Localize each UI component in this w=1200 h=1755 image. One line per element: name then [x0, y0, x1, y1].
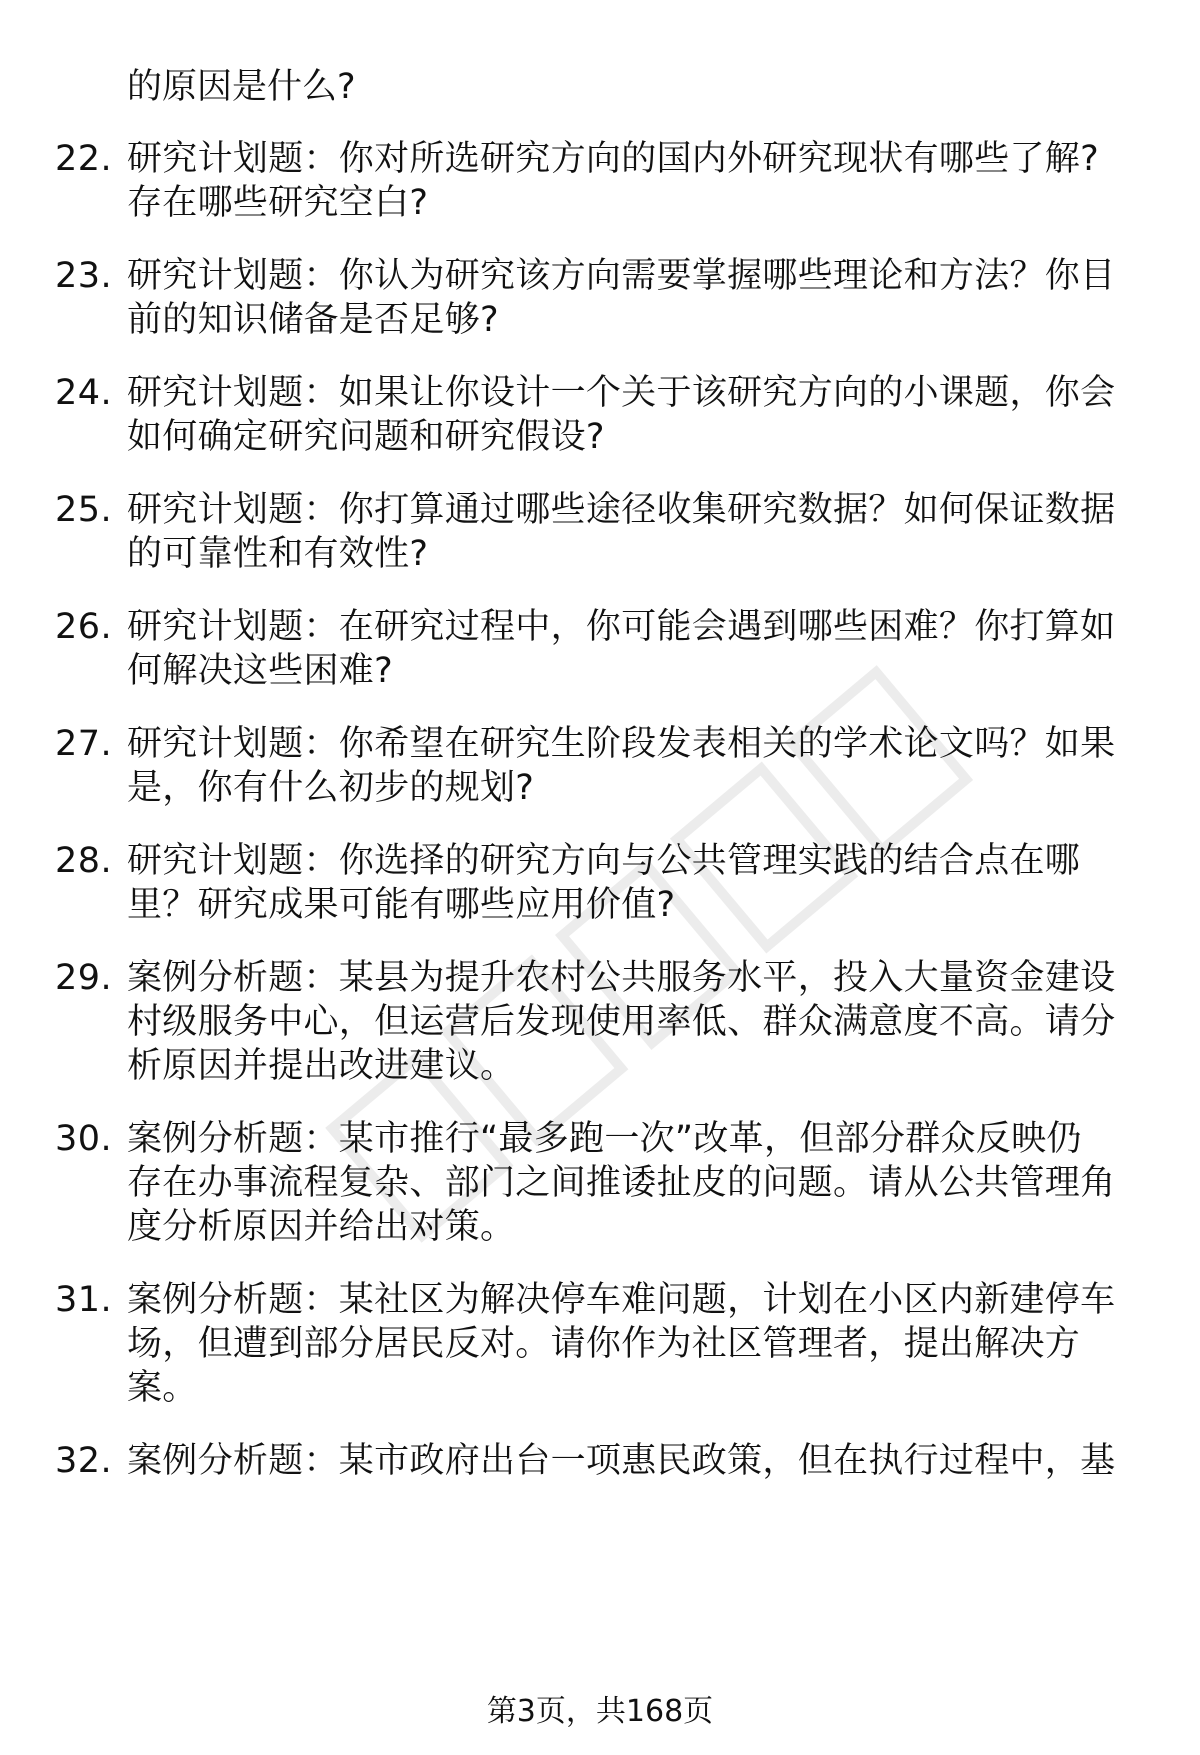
- question-item: [0, 1117, 1200, 1249]
- continuation-text: 的原因是什么?: [127, 67, 356, 107]
- question-number: 22.: [55, 139, 113, 179]
- question-text-line: 前的知识储备是否足够?: [127, 300, 499, 340]
- question-item: [0, 956, 1200, 1088]
- question-number: 27.: [55, 724, 113, 764]
- question-text-line: 如何确定研究问题和研究假设?: [127, 417, 605, 457]
- question-text: [127, 839, 1137, 927]
- question-text-line: 案例分析题：某市推行“最多跑一次”改革，但部分群众反映仍: [127, 1119, 1082, 1159]
- question-text-line: 村级服务中心，但运营后发现使用率低、群众满意度不高。请分: [127, 1002, 1116, 1042]
- question-item: [0, 722, 1200, 810]
- question-text: [127, 137, 1137, 225]
- question-text-line: 研究计划题：你打算通过哪些途径收集研究数据？如何保证数据: [127, 490, 1116, 530]
- page-footer: 第3页，共168页: [486, 1694, 714, 1729]
- question-text-line: 研究计划题：你对所选研究方向的国内外研究现状有哪些了解?: [127, 139, 1099, 179]
- question-list: [0, 137, 1200, 1512]
- question-number: 28.: [55, 841, 113, 881]
- question-text-line: 何解决这些困难?: [127, 651, 393, 691]
- question-text-line: 案例分析题：某社区为解决停车难问题，计划在小区内新建停车: [127, 1280, 1116, 1320]
- question-text: [127, 371, 1137, 459]
- question-text: [127, 1117, 1137, 1249]
- question-number: 25.: [55, 490, 113, 530]
- question-item: [0, 1278, 1200, 1410]
- question-text-line: 度分析原因并给出对策。: [127, 1207, 516, 1247]
- question-text-line: 案例分析题：某县为提升农村公共服务水平，投入大量资金建设: [127, 958, 1116, 998]
- question-item: [0, 371, 1200, 459]
- question-text-line: 析原因并提出改进建议。: [127, 1046, 516, 1086]
- question-text-line: 研究计划题：你选择的研究方向与公共管理实践的结合点在哪: [127, 841, 1081, 881]
- question-text-line: 存在办事流程复杂、部门之间推诿扯皮的问题。请从公共管理角: [127, 1163, 1116, 1203]
- question-item: [0, 1439, 1200, 1483]
- question-text-line: 研究计划题：在研究过程中，你可能会遇到哪些困难？你打算如: [127, 607, 1116, 647]
- question-text: [127, 722, 1137, 810]
- question-text-line: 的可靠性和有效性?: [127, 534, 429, 574]
- question-item: [0, 488, 1200, 576]
- question-text-line: 研究计划题：你认为研究该方向需要掌握哪些理论和方法？你目: [127, 256, 1116, 296]
- question-text: [127, 488, 1137, 576]
- question-item: [0, 839, 1200, 927]
- question-text-line: 研究计划题：如果让你设计一个关于该研究方向的小课题，你会: [127, 373, 1116, 413]
- question-number: 32.: [55, 1441, 113, 1481]
- question-number: 31.: [55, 1280, 113, 1320]
- question-text-line: 案。: [127, 1368, 198, 1408]
- question-text: [127, 1439, 1137, 1483]
- question-number: 29.: [55, 958, 113, 998]
- question-text-line: 场，但遭到部分居民反对。请你作为社区管理者，提出解决方: [127, 1324, 1081, 1364]
- question-text-line: 研究计划题：你希望在研究生阶段发表相关的学术论文吗？如果: [127, 724, 1116, 764]
- question-item: [0, 605, 1200, 693]
- question-item: [0, 254, 1200, 342]
- question-text-line: 里？研究成果可能有哪些应用价值?: [127, 885, 676, 925]
- question-number: 26.: [55, 607, 113, 647]
- question-text: [127, 254, 1137, 342]
- question-number: 23.: [55, 256, 113, 296]
- question-text: [127, 605, 1137, 693]
- question-item: [0, 137, 1200, 225]
- question-text-line: 存在哪些研究空白?: [127, 183, 429, 223]
- question-text: [127, 1278, 1137, 1410]
- question-number: 30.: [55, 1119, 113, 1159]
- question-text-line: 案例分析题：某市政府出台一项惠民政策，但在执行过程中，基: [127, 1441, 1116, 1481]
- question-text: [127, 956, 1137, 1088]
- question-text-line: 是，你有什么初步的规划?: [127, 768, 535, 808]
- question-number: 24.: [55, 373, 113, 413]
